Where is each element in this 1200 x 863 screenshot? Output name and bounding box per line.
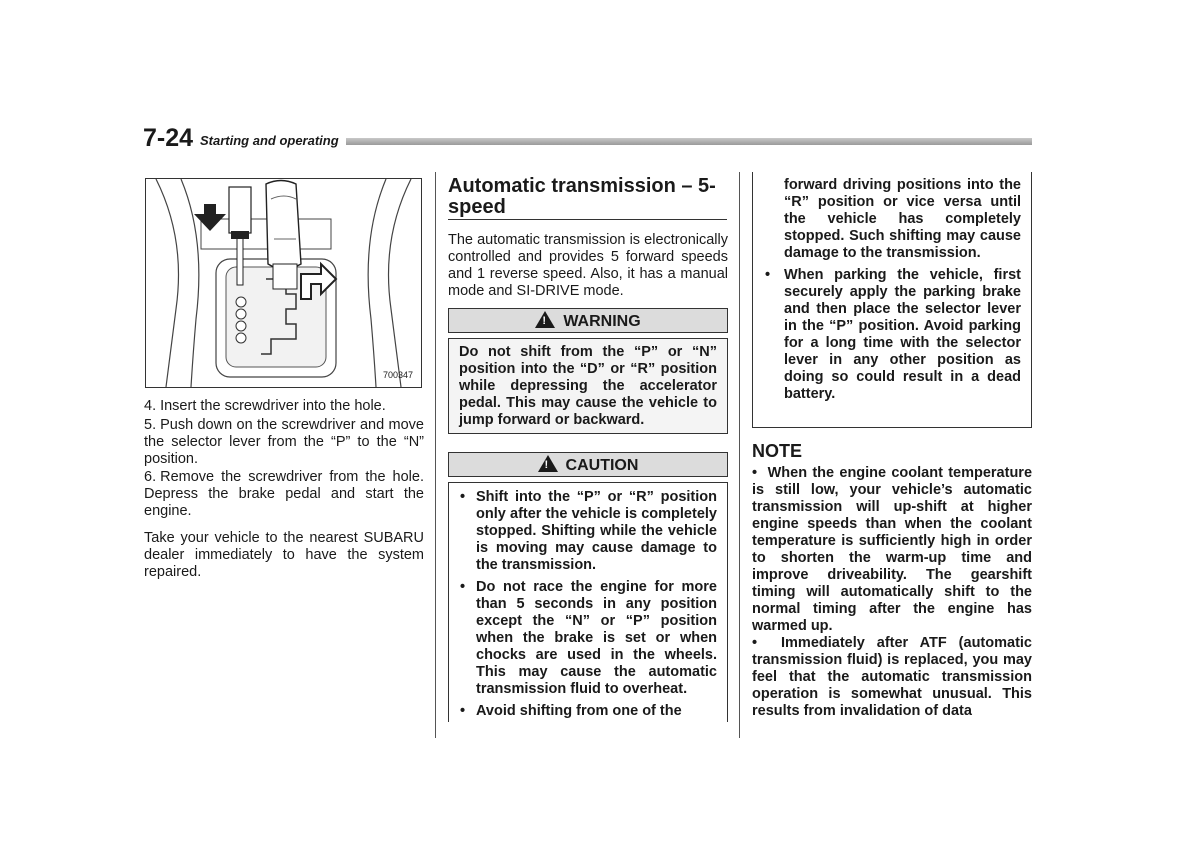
caution-item: • When parking the vehicle, first securely apply the parking brake and then place the selector lever in the “P” position. Avoid parking for a long time with the selector lever in any other position as doing so could result in a dead battery. (765, 267, 1021, 402)
section-heading: Automatic transmission – 5-speed (448, 175, 716, 218)
caution-item: • Shift into the “P” or “R” position only after the vehicle is completely stopped. Shifting while the vehicle is moving may cause damage to the transmission. (460, 489, 717, 573)
warning-icon (535, 311, 555, 328)
intro-paragraph: The automatic transmission is electronically controlled and provides 5 forward speeds and 1 reverse speed. Also, it has a manual mode and SI-DRIVE mode. (448, 232, 728, 299)
step-6: 6. Remove the screwdriver from the hole. Depress the brake pedal and start the engine. (144, 469, 424, 519)
caution-item: • Do not race the engine for more than 5 seconds in any position except the “N” or “P” position when the brake is set or when chocks are used in the wheels. This may cause the automatic transmission fluid to overheat. (460, 579, 717, 697)
caution-banner: !CAUTION (448, 452, 728, 477)
caution-box-continued (752, 172, 1032, 428)
note-item: • When the engine coolant temperature is still low, your vehicle’s automatic transmission will up-shift at higher engine speeds than when the coolant temperature is sufficiently high in order to shorten the warm-up time and improve driveability. The gearshift timing will automatically shift to the normal timing after the engine has warmed up. (752, 465, 1033, 634)
note-body (752, 465, 1032, 720)
caution-icon (538, 455, 558, 472)
heading-rule (448, 219, 727, 220)
down-arrow-icon (194, 204, 226, 231)
column-divider-right (739, 172, 740, 738)
shift-lock-illustration (145, 178, 422, 388)
warning-box (448, 338, 728, 434)
note-item: • Immediately after ATF (automatic transmission fluid) is replaced, you may feel that the automatic transmission operation is somewhat unusual. This results from invalidation of data (752, 635, 1032, 719)
page-number: 7-24 (143, 124, 194, 152)
section-title: Starting and operating (200, 133, 339, 148)
header-bar (346, 138, 1032, 145)
column-divider-left (435, 172, 436, 738)
caution-continued-text: forward driving positions into the “R” position or vice versa until the vehicle has completely stopped. Such shifting may cause damage to the transmission. (784, 177, 1021, 261)
caution-box (448, 482, 728, 722)
step-5: 5. Push down on the screwdriver and move the selector lever from the “P” to the “N” position. (144, 417, 424, 467)
step-4: 4. Insert the screwdriver into the hole. (144, 398, 386, 414)
caution-item: • Avoid shifting from one of the (460, 703, 682, 719)
figure-id: 700347 (382, 370, 413, 380)
note-heading: NOTE (752, 441, 803, 461)
warning-banner: !WARNING (448, 308, 728, 333)
shift-console-drawing (146, 179, 421, 387)
closing-paragraph: Take your vehicle to the nearest SUBARU dealer immediately to have the system repaired. (144, 530, 424, 580)
warning-text: Do not shift from the “P” or “N” position into the “D” or “R” position while depressing the accelerator pedal. This may cause the vehicle to jump forward or backward. (459, 344, 717, 428)
